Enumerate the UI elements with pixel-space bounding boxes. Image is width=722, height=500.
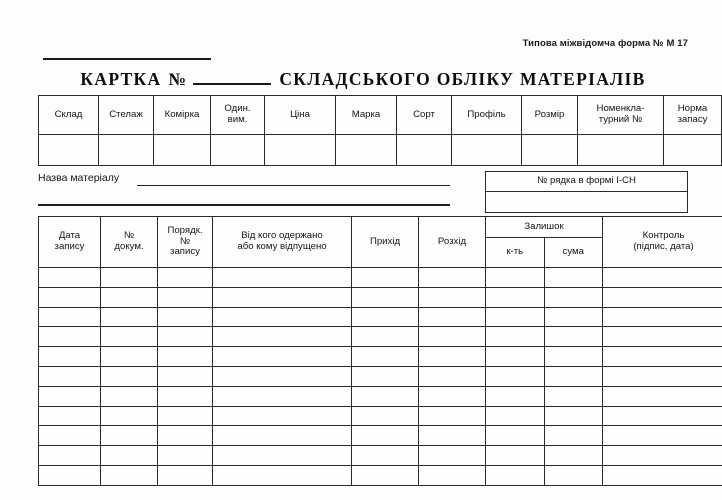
ledger-cell-counterparty[interactable] <box>213 347 352 367</box>
attr-header-odyn-vym-line1: Один. <box>224 103 251 115</box>
ledger-cell-income[interactable] <box>352 307 419 327</box>
ledger-cell-outcome[interactable] <box>419 406 486 426</box>
ledger-cell-outcome[interactable] <box>419 307 486 327</box>
ledger-header-date-line1: Дата <box>58 230 81 242</box>
ledger-cell-control[interactable] <box>603 347 722 367</box>
ledger-cell-doc-no[interactable] <box>101 426 158 446</box>
table-row <box>39 327 722 347</box>
row-number-box-value-row <box>486 192 688 213</box>
ledger-cell-doc-no[interactable] <box>101 465 158 485</box>
ledger-header-seq-no-line3: запису <box>170 246 200 258</box>
ledger-cell-seq-no[interactable] <box>158 446 213 466</box>
ledger-cell-counterparty[interactable] <box>213 465 352 485</box>
attr-header-stelazh <box>99 96 154 135</box>
attr-header-marka <box>336 96 397 135</box>
table-row <box>39 465 722 485</box>
attr-cell-marka[interactable] <box>336 135 397 166</box>
attr-header-norma-zapasu-line2: запасу <box>677 114 708 125</box>
ledger-cell-income[interactable] <box>352 386 419 406</box>
attr-cell-profil[interactable] <box>452 135 522 166</box>
form-code-label: Типова міжвідомча форма № М 17 <box>522 38 688 49</box>
ledger-cell-date[interactable] <box>39 307 101 327</box>
ledger-cell-counterparty[interactable] <box>213 307 352 327</box>
ledger-cell-control[interactable] <box>603 366 722 386</box>
attr-header-profil <box>452 96 522 135</box>
ledger-cell-date[interactable] <box>39 287 101 307</box>
ledger-cell-balance-qty[interactable] <box>486 426 545 446</box>
ledger-cell-balance-qty[interactable] <box>486 465 545 485</box>
attr-header-rozmir <box>522 96 578 135</box>
ledger-cell-balance-sum[interactable] <box>544 426 603 446</box>
ledger-cell-income[interactable] <box>352 446 419 466</box>
attr-header-sort-line1: Сорт <box>413 108 435 120</box>
attr-cell-odyn-vym[interactable] <box>211 135 265 166</box>
ledger-cell-balance-sum[interactable] <box>544 287 603 307</box>
ledger-cell-control[interactable] <box>603 287 722 307</box>
attr-header-nomenklaturnyi-line2: турний № <box>598 114 643 125</box>
ledger-header-counterparty-line1: Від кого одержано <box>241 230 323 242</box>
ledger-cell-seq-no[interactable] <box>158 287 213 307</box>
table-row <box>39 287 722 307</box>
row-number-box-value[interactable] <box>486 192 688 213</box>
ledger-cell-control[interactable] <box>603 465 722 485</box>
ledger-cell-outcome[interactable] <box>419 446 486 466</box>
ledger-cell-balance-sum[interactable] <box>544 406 603 426</box>
attr-header-nomenklaturnyi-line1: Номенкла- <box>596 103 645 115</box>
attr-cell-sort[interactable] <box>397 135 452 166</box>
ledger-cell-date[interactable] <box>39 366 101 386</box>
ledger-cell-control[interactable] <box>603 426 722 446</box>
ledger-header-seq-no <box>158 217 213 268</box>
ledger-cell-seq-no[interactable] <box>158 307 213 327</box>
ledger-cell-date[interactable] <box>39 327 101 347</box>
attr-header-marka-line1: Марка <box>351 108 381 120</box>
ledger-cell-outcome[interactable] <box>419 347 486 367</box>
ledger-cell-doc-no[interactable] <box>101 386 158 406</box>
ledger-header-doc-no-line1: № <box>123 230 135 242</box>
ledger-header-doc-no <box>101 217 158 268</box>
ledger-body <box>39 268 722 486</box>
ledger-header-control <box>603 217 722 268</box>
ledger-cell-balance-sum[interactable] <box>544 366 603 386</box>
ledger-cell-outcome[interactable] <box>419 327 486 347</box>
table-row <box>39 135 722 166</box>
attr-cell-nomenklaturnyi-no[interactable] <box>578 135 664 166</box>
ledger-cell-control[interactable] <box>603 268 722 288</box>
ledger-header-income-line1: Прихід <box>369 235 401 247</box>
ledger-cell-balance-sum[interactable] <box>544 446 603 466</box>
material-name-fill-line-1[interactable] <box>137 185 450 186</box>
attr-header-nomenklaturnyi-no <box>578 96 664 135</box>
ledger-cell-outcome[interactable] <box>419 287 486 307</box>
ledger-cell-date[interactable] <box>39 465 101 485</box>
attributes-table <box>38 95 722 166</box>
ledger-cell-balance-sum[interactable] <box>544 268 603 288</box>
row-number-box <box>485 171 688 213</box>
ledger-cell-counterparty[interactable] <box>213 426 352 446</box>
ledger-cell-date[interactable] <box>39 268 101 288</box>
ledger-cell-counterparty[interactable] <box>213 386 352 406</box>
attr-cell-sklad[interactable] <box>39 135 99 166</box>
ledger-cell-outcome[interactable] <box>419 366 486 386</box>
ledger-header-balance-group-label: Залишок <box>524 220 564 232</box>
ledger-header-outcome <box>419 217 486 268</box>
ledger-table <box>38 216 722 486</box>
table-row <box>39 406 722 426</box>
table-row <box>39 386 722 406</box>
ledger-header-balance-sum <box>544 237 603 267</box>
ledger-cell-balance-qty[interactable] <box>486 406 545 426</box>
ledger-header-seq-no-line2: № <box>179 235 191 247</box>
ledger-header-date-line2: запису <box>54 241 85 252</box>
ledger-header-income <box>352 217 419 268</box>
attr-header-odyn-vym-line2: вим. <box>227 114 248 125</box>
ledger-cell-control[interactable] <box>603 386 722 406</box>
ledger-cell-income[interactable] <box>352 268 419 288</box>
ledger-cell-date[interactable] <box>39 347 101 367</box>
attr-header-rozmir-line1: Розмір <box>534 108 565 120</box>
attr-header-profil-line1: Профіль <box>467 108 506 120</box>
ledger-cell-income[interactable] <box>352 347 419 367</box>
ledger-header-seq-no-line1: Порядк. <box>167 224 203 236</box>
table-row <box>39 446 722 466</box>
page-title <box>38 66 688 88</box>
ledger-cell-doc-no[interactable] <box>101 446 158 466</box>
ledger-cell-balance-qty[interactable] <box>486 366 545 386</box>
ledger-cell-doc-no[interactable] <box>101 287 158 307</box>
ledger-header-balance-sum-label: сума <box>562 246 584 258</box>
ledger-cell-date[interactable] <box>39 426 101 446</box>
attr-header-komirka <box>154 96 211 135</box>
attr-header-stelazh-line1: Стелаж <box>109 108 143 120</box>
ledger-cell-balance-qty[interactable] <box>486 386 545 406</box>
attr-header-sklad <box>39 96 99 135</box>
ledger-cell-date[interactable] <box>39 406 101 426</box>
ledger-header-counterparty-line2: або кому відпущено <box>237 241 327 252</box>
ledger-cell-seq-no[interactable] <box>158 366 213 386</box>
attr-header-sklad-line1: Склад <box>54 108 83 120</box>
title-top-rule <box>43 58 211 60</box>
ledger-cell-date[interactable] <box>39 446 101 466</box>
title-rest-text: СКЛАДСЬКОГО ОБЛІКУ МАТЕРІАЛІВ <box>279 68 646 89</box>
row-number-box-label-row <box>486 172 688 192</box>
ledger-header-outcome-line1: Розхід <box>437 235 467 247</box>
ledger-cell-income[interactable] <box>352 465 419 485</box>
ledger-cell-income[interactable] <box>352 287 419 307</box>
attr-header-sort <box>397 96 452 135</box>
table-row <box>39 307 722 327</box>
ledger-cell-balance-qty[interactable] <box>486 307 545 327</box>
ledger-cell-doc-no[interactable] <box>101 307 158 327</box>
ledger-header-date <box>39 217 101 268</box>
ledger-cell-outcome[interactable] <box>419 386 486 406</box>
ledger-header-row-top <box>39 217 722 238</box>
ledger-cell-counterparty[interactable] <box>213 287 352 307</box>
ledger-cell-seq-no[interactable] <box>158 426 213 446</box>
ledger-cell-seq-no[interactable] <box>158 327 213 347</box>
ledger-cell-seq-no[interactable] <box>158 347 213 367</box>
ledger-cell-seq-no[interactable] <box>158 386 213 406</box>
attr-cell-tsina[interactable] <box>265 135 336 166</box>
ledger-cell-control[interactable] <box>603 406 722 426</box>
attr-header-komirka-line1: Комірка <box>164 108 200 120</box>
ledger-cell-income[interactable] <box>352 426 419 446</box>
ledger-cell-seq-no[interactable] <box>158 406 213 426</box>
table-row <box>39 347 722 367</box>
attr-cell-komirka[interactable] <box>154 135 211 166</box>
ledger-cell-date[interactable] <box>39 386 101 406</box>
ledger-cell-control[interactable] <box>603 307 722 327</box>
ledger-cell-balance-qty[interactable] <box>486 446 545 466</box>
ledger-cell-balance-qty[interactable] <box>486 327 545 347</box>
ledger-header-control-line2: (підпис, дата) <box>633 241 694 252</box>
ledger-cell-income[interactable] <box>352 406 419 426</box>
row-number-box-label: № рядка в формі І-СН <box>486 172 688 192</box>
attr-header-tsina-line1: Ціна <box>290 108 310 120</box>
ledger-cell-seq-no[interactable] <box>158 268 213 288</box>
attr-cell-stelazh[interactable] <box>99 135 154 166</box>
ledger-cell-control[interactable] <box>603 327 722 347</box>
ledger-cell-balance-sum[interactable] <box>544 465 603 485</box>
ledger-header-control-line1: Контроль <box>642 230 685 242</box>
ledger-cell-counterparty[interactable] <box>213 327 352 347</box>
ledger-cell-balance-qty[interactable] <box>486 347 545 367</box>
ledger-cell-counterparty[interactable] <box>213 406 352 426</box>
ledger-cell-doc-no[interactable] <box>101 366 158 386</box>
material-name-label: Назва матеріалу <box>38 172 120 184</box>
ledger-header-doc-no-line2: докум. <box>114 241 144 252</box>
attr-header-norma-zapasu <box>664 96 722 135</box>
attr-header-norma-zapasu-line1: Норма <box>677 103 708 115</box>
ledger-cell-counterparty[interactable] <box>213 446 352 466</box>
ledger-cell-counterparty[interactable] <box>213 268 352 288</box>
ledger-cell-seq-no[interactable] <box>158 465 213 485</box>
table-header-row <box>39 96 722 135</box>
table-row <box>39 426 722 446</box>
attr-cell-rozmir[interactable] <box>522 135 578 166</box>
ledger-cell-doc-no[interactable] <box>101 406 158 426</box>
ledger-cell-doc-no[interactable] <box>101 347 158 367</box>
ledger-header-balance-qty <box>486 237 545 267</box>
attr-header-tsina <box>265 96 336 135</box>
ledger-cell-balance-qty[interactable] <box>486 268 545 288</box>
ledger-cell-doc-no[interactable] <box>101 327 158 347</box>
table-row <box>39 268 722 288</box>
ledger-cell-balance-sum[interactable] <box>544 327 603 347</box>
ledger-header-balance-qty-label: к-ть <box>506 246 524 258</box>
table-row <box>39 366 722 386</box>
attr-cell-norma-zapasu[interactable] <box>664 135 722 166</box>
ledger-cell-outcome[interactable] <box>419 426 486 446</box>
title-number-sign: № <box>168 68 188 89</box>
title-word-kartka: КАРТКА <box>80 68 162 89</box>
ledger-header-counterparty <box>213 217 352 268</box>
material-name-fill-line-2[interactable] <box>38 204 450 206</box>
ledger-header-balance-group <box>486 217 603 238</box>
ledger-cell-control[interactable] <box>603 446 722 466</box>
ledger-cell-balance-sum[interactable] <box>544 386 603 406</box>
ledger-cell-income[interactable] <box>352 327 419 347</box>
ledger-cell-balance-qty[interactable] <box>486 287 545 307</box>
ledger-cell-income[interactable] <box>352 366 419 386</box>
ledger-cell-balance-sum[interactable] <box>544 307 603 327</box>
ledger-cell-doc-no[interactable] <box>101 268 158 288</box>
ledger-cell-balance-sum[interactable] <box>544 347 603 367</box>
ledger-cell-outcome[interactable] <box>419 268 486 288</box>
ledger-cell-outcome[interactable] <box>419 465 486 485</box>
ledger-cell-counterparty[interactable] <box>213 366 352 386</box>
attr-header-odyn-vym <box>211 96 265 135</box>
title-number-blank-line[interactable] <box>193 73 271 85</box>
